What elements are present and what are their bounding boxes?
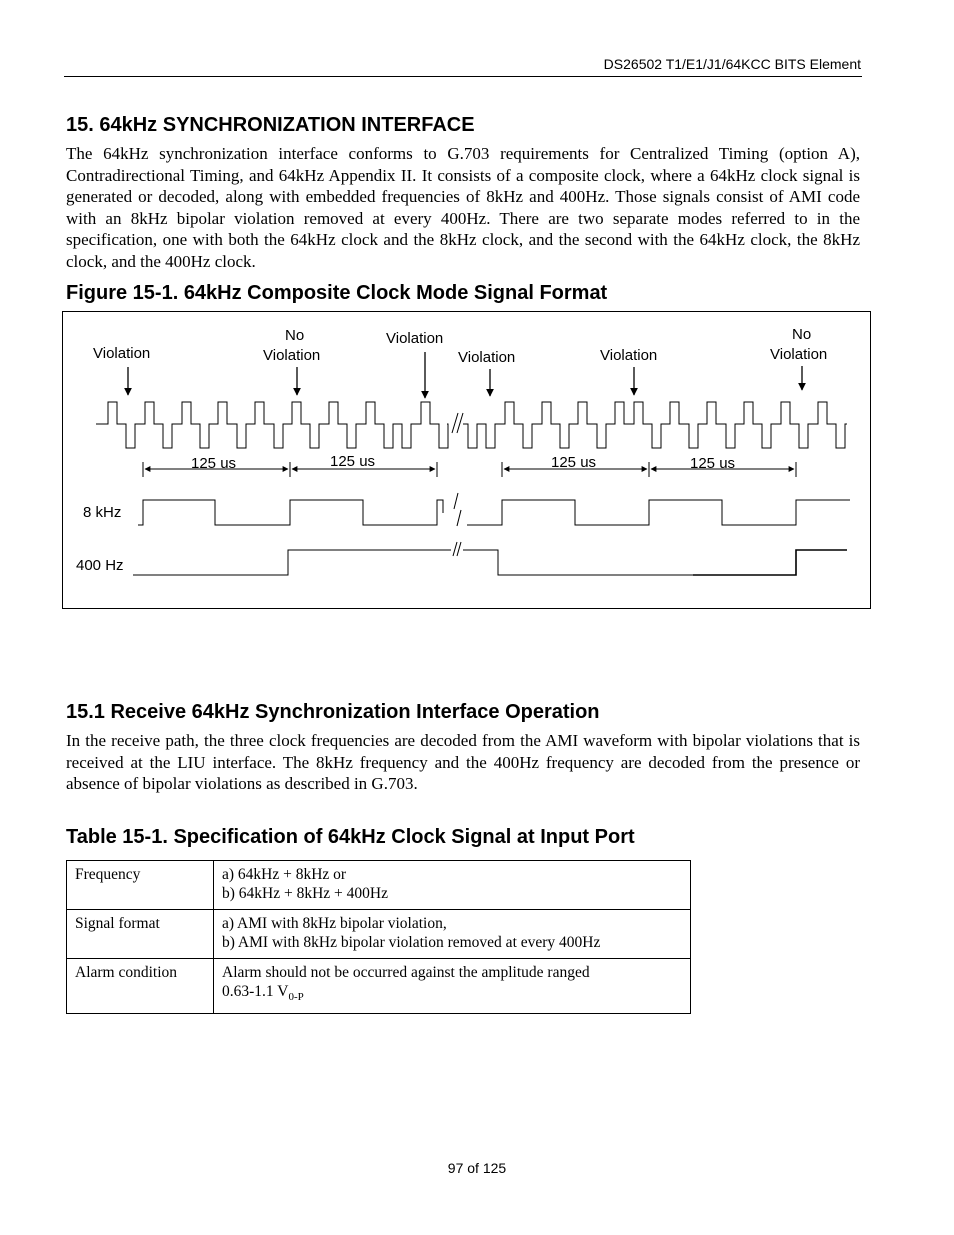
value-line: a) 64kHz + 8kHz or — [222, 866, 347, 883]
label-no-violation-1: Violation — [263, 347, 321, 364]
value-line — [222, 982, 682, 1007]
value-line: b) AMI with 8kHz bipolar violation removed at every 400Hz — [222, 934, 601, 951]
label-8khz: 8 kHz — [83, 504, 122, 521]
table-cell-value — [214, 910, 691, 959]
label-no-1: No — [285, 327, 305, 344]
amplitude-subscript: 0-P — [288, 991, 304, 1004]
clock-400hz-waveform-end — [693, 550, 847, 575]
label-violation-1: Violation — [93, 345, 151, 362]
label-period-1: 125 us — [191, 455, 237, 472]
section-15-1-heading: 15.1 Receive 64kHz Synchronization Interface Operation — [66, 701, 600, 723]
spec-table — [66, 860, 691, 1014]
table-cell-label: Alarm condition — [67, 959, 214, 1014]
label-period-3: 125 us — [551, 454, 597, 471]
table-cell-label: Signal format — [67, 910, 214, 959]
label-no-violation-2: Violation — [770, 346, 828, 363]
clock-400hz-waveform — [133, 550, 693, 575]
label-period-2: 125 us — [330, 453, 376, 470]
section-15-1-paragraph: In the receive path, the three clock frequencies are decoded from the AMI waveform with bipolar violations that is received at the LIU interface. The 8kHz frequency and the 400Hz frequency are decoded from the presence or absence of bipolar violations as described in G.703. — [66, 731, 860, 793]
value-line: a) AMI with 8kHz bipolar violation, — [222, 915, 447, 932]
break-mark — [457, 510, 461, 526]
table-caption: Table 15-1. Specification of 64kHz Clock Signal at Input Port — [66, 826, 635, 848]
break-mark — [453, 542, 457, 556]
header-rule — [64, 76, 862, 77]
table-row — [67, 910, 691, 959]
clock-8khz-waveform — [138, 500, 850, 525]
section-15-paragraph: The 64kHz synchronization interface conforms to G.703 requirements for Centralized Timing (option A), Contradirectional Timing, and 64kHz Appendix II. It consists of a composite clock, where a 64kHz clock signal is generated or decoded, along with embedded frequencies of 8kHz and 400Hz. Those signals consist of AMI code with an 8kHz bipolar violation removed at every 400Hz. There are two separate modes referred to in the specification, one with both the 64kHz clock and the 8kHz clock, and the second with the 64kHz clock, the 8kHz clock, and the 400Hz clock. — [66, 144, 860, 271]
figure-caption: Figure 15-1. 64kHz Composite Clock Mode Signal Format — [66, 282, 608, 304]
break-mark — [454, 493, 458, 509]
label-violation-2: Violation — [386, 330, 444, 347]
table-cell-label: Frequency — [67, 861, 214, 910]
break-mark — [452, 413, 458, 433]
label-no-2: No — [792, 326, 812, 343]
page-number: 97 of 125 — [447, 1160, 507, 1176]
table-cell-value — [214, 861, 691, 910]
value-line: Alarm should not be occurred against the amplitude ranged — [222, 964, 590, 981]
label-violation-4: Violation — [600, 347, 658, 364]
signal-format-diagram — [63, 312, 872, 610]
value-line: b) 64kHz + 8kHz + 400Hz — [222, 885, 388, 902]
label-400hz: 400 Hz — [76, 557, 124, 574]
break-mark — [457, 542, 461, 556]
label-period-4: 125 us — [690, 455, 736, 472]
table-row — [67, 861, 691, 910]
table-row — [67, 959, 691, 1014]
table-cell-value — [214, 959, 691, 1014]
ami-composite-waveform — [96, 402, 847, 448]
running-header: DS26502 T1/E1/J1/64KCC BITS Element — [603, 56, 861, 72]
section-15-heading: 15. 64kHz SYNCHRONIZATION INTERFACE — [66, 114, 475, 136]
amplitude-range: 0.63-1.1 V — [222, 983, 289, 1000]
signal-format-figure — [62, 311, 871, 609]
break-mark — [457, 413, 463, 433]
label-violation-3: Violation — [458, 349, 516, 366]
